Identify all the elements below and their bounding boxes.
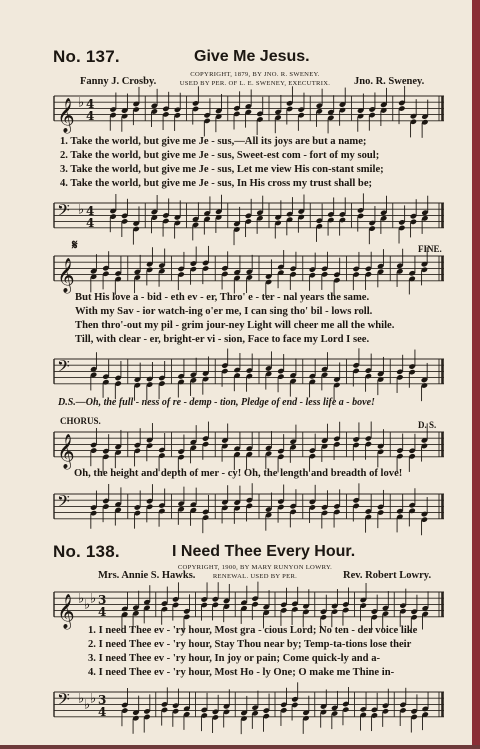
hymn-137-line2-verse-3: Then thro'-out my pil - grim jour-ney Light will cheer me all the while.: [75, 320, 395, 331]
svg-text:𝄞: 𝄞: [57, 97, 75, 133]
music-system: [52, 588, 444, 629]
page-edge-right: [472, 0, 480, 749]
svg-text:♭: ♭: [78, 691, 85, 707]
page-edge-bottom: [0, 745, 480, 749]
svg-text:𝄞: 𝄞: [57, 433, 75, 469]
svg-text:♭: ♭: [90, 591, 97, 607]
hymn-137-line2-verse-4: Till, with clear - er, bright-er vi - sion, Face to face my Lord I see.: [75, 334, 370, 345]
hymn-138-verse-4: 4. I need Thee ev - 'ry hour, Most Ho - ly One; O make me Thine in-: [88, 667, 395, 678]
music-system: [52, 688, 444, 728]
hymn-137-line2-verse-2: With my Sav - ior watch-ing o'er me, I can sing tho' bil - lows roll.: [75, 306, 373, 317]
music-system: [52, 355, 444, 395]
svg-text:♭: ♭: [78, 95, 85, 111]
hymn-137-author: Fanny J. Crosby.: [80, 76, 157, 87]
hymn-138-verse-1: 1. I need Thee ev - 'ry hour, Most gra - cious Lord; No ten - der voice like: [88, 625, 418, 636]
svg-text:♭: ♭: [90, 691, 97, 707]
hymn-137-verse-2: 2. Take the world, but give me Je - sus, Sweet-est com - fort of my soul;: [60, 150, 380, 161]
segno-icon: 𝄋: [72, 238, 78, 253]
music-system: [52, 199, 444, 241]
hymn-138-copyright-2: RENEWAL. USED BY PER.: [212, 573, 298, 580]
hymn-138-title: I Need Thee Every Hour.: [172, 543, 356, 560]
svg-text:𝄢: 𝄢: [57, 356, 70, 381]
music-system: [52, 428, 444, 468]
svg-text:𝄞: 𝄞: [57, 593, 75, 629]
hymn-137-line2-verse-1: But His love a - bid - eth ev - er, Thro' e - ter - nal years the same.: [75, 292, 370, 303]
svg-text:𝄞: 𝄞: [57, 257, 75, 293]
hymn-138-number: No. 138.: [53, 542, 120, 561]
hymn-138-verse-2: 2. I need Thee ev - 'ry hour, Stay Thou near by; Temp-ta-tions lose their: [88, 639, 412, 650]
svg-text:𝄢: 𝄢: [57, 200, 70, 225]
hymn-138-copyright-1: COPYRIGHT, 1900, BY MARY RUNYON LOWRY.: [177, 564, 333, 571]
hymn-137-title: Give Me Jesus.: [194, 48, 310, 65]
svg-text:♭: ♭: [84, 597, 91, 613]
hymn-138-verse-3: 3. I need Thee ev - 'ry hour, In joy or pain; Come quick-ly and a-: [88, 653, 381, 664]
music-system: [52, 490, 444, 530]
hymn-137-copyright-1: COPYRIGHT, 1879, BY JNO. R. SWENEY.: [190, 71, 320, 78]
svg-text:3: 3: [98, 692, 107, 707]
music-system: [52, 92, 444, 138]
svg-text:3: 3: [98, 592, 107, 607]
svg-text:4: 4: [86, 96, 95, 111]
ds-line: D.S.—Oh, the full - ness of re - demp - tion, Pledge of end - less life a - bove!: [58, 397, 375, 408]
svg-text:4: 4: [98, 705, 107, 720]
svg-text:4: 4: [98, 605, 107, 620]
hymn-138-composer: Rev. Robert Lowry.: [343, 570, 432, 581]
hymn-138-author: Mrs. Annie S. Hawks.: [98, 570, 196, 581]
hymn-137-verse-3: 3. Take the world, but give me Je - sus, Let me view His con-stant smile;: [60, 164, 384, 175]
svg-text:4: 4: [86, 203, 95, 218]
chorus-label: CHORUS.: [60, 416, 101, 426]
svg-text:4: 4: [86, 109, 95, 124]
svg-text:♭: ♭: [78, 202, 85, 218]
music-system: [52, 252, 444, 292]
ds-mark: D. S.: [418, 420, 437, 430]
hymn-137-number: No. 137.: [53, 47, 120, 66]
hymn-137-verse-4: 4. Take the world, but give me Je - sus, In His cross my trust shall be;: [60, 178, 373, 189]
hymn-137-composer: Jno. R. Sweney.: [354, 76, 425, 87]
svg-text:♭: ♭: [84, 697, 91, 713]
svg-text:♭: ♭: [78, 591, 85, 607]
svg-text:𝄢: 𝄢: [57, 689, 70, 714]
svg-text:𝄢: 𝄢: [57, 491, 70, 516]
hymn-137-verse-1: 1. Take the world, but give me Je - sus,—All its joys are but a name;: [60, 136, 367, 147]
hymn-137-copyright-2: USED BY PER. OF L. E. SWENEY, EXECUTRIX.: [179, 80, 331, 87]
fine-mark: FINE.: [418, 244, 442, 254]
svg-text:4: 4: [86, 216, 95, 231]
chorus-text: Oh, the height and depth of mer - cy! Oh, the length and breadth of love!: [74, 468, 403, 479]
